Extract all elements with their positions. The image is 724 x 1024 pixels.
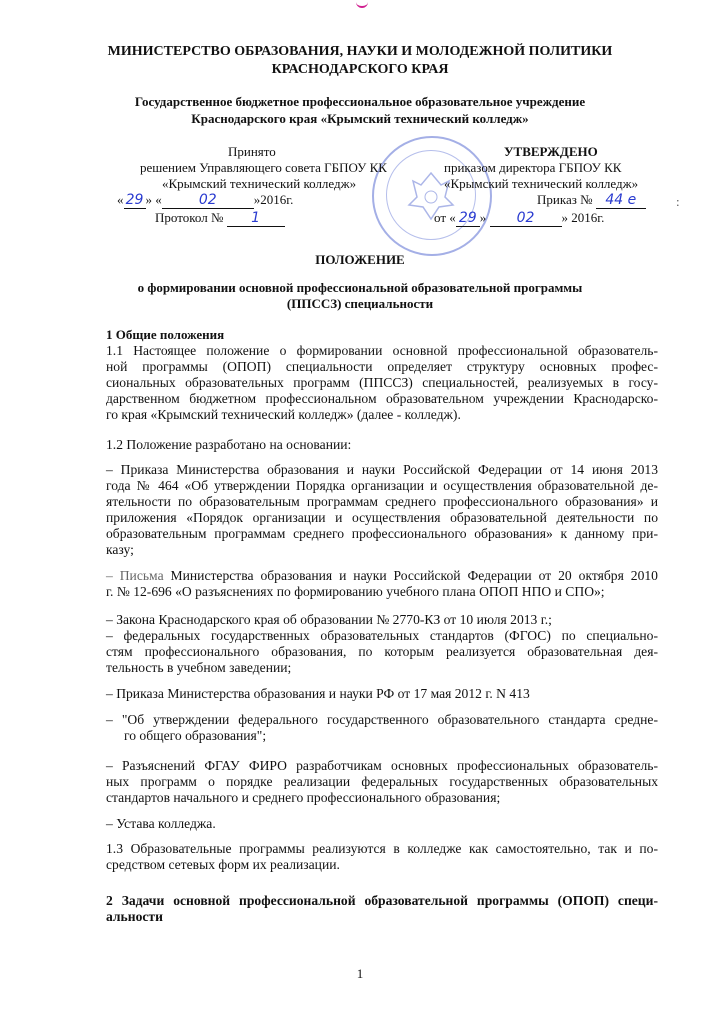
right-date-from: от « xyxy=(434,210,456,225)
document-subtitle-line-2: (ППССЗ) специальности xyxy=(286,296,434,311)
b7-line-1: – Разъяснений ФГАУ ФИРО разработчикам основных профессиональных образователь- xyxy=(106,758,658,773)
p11-line-2: ной программы (ОПОП) специальности определяет структуру основных профес- xyxy=(106,359,658,374)
protocol-number: 1 xyxy=(227,210,285,227)
b4-line-2: стям профессионального образования, по которым реализуется образовательная дея- xyxy=(106,644,658,659)
document-title: ПОЛОЖЕНИЕ xyxy=(315,252,405,267)
pink-mark-decoration xyxy=(356,0,368,8)
b1-line-1: – Приказа Министерства образования и науки Российской Федерации от 14 июня 2013 xyxy=(106,462,658,477)
p11-line-3: сиональных образовательных программ (ППССЗ) специальностей, реализуемых в госу- xyxy=(106,375,658,390)
protocol-label: Протокол № xyxy=(155,210,224,225)
b1-line-6: казу; xyxy=(106,542,134,557)
quote-open: « xyxy=(117,192,124,207)
bullet-order-413 xyxy=(106,686,658,702)
quote-mid: » « xyxy=(145,192,162,207)
order-number: 44 е xyxy=(596,192,646,209)
b7-line-2: ных программ о порядке реализации федеральных государственных образовательных xyxy=(106,774,658,789)
org-line-2: Краснодарского края «Крымский технический колледж» xyxy=(191,111,529,126)
b1-line-2: года № 464 «Об утверждении Порядка организации и осуществления образовательной де- xyxy=(106,478,658,493)
b1-line-5: образовательным программам среднего профессионального образования» к данному при- xyxy=(106,526,658,541)
bullet-letter-12-696 xyxy=(106,568,658,600)
p11-line-1: 1.1 Настоящее положение о формировании основной профессиональной образователь- xyxy=(106,343,658,358)
approved-right-order xyxy=(537,192,646,209)
approved-right-line-1: приказом директора ГБПОУ КК xyxy=(444,160,622,175)
bullet-charter xyxy=(106,816,658,832)
section-1-heading: 1 Общие положения xyxy=(106,327,225,342)
paragraph-1-2 xyxy=(106,437,658,453)
right-date-day: 29 xyxy=(456,210,480,227)
p13-line-2: средством сетевых форм их реализации. xyxy=(106,857,340,872)
official-seal-stamp xyxy=(372,136,492,256)
left-date-day: 29 xyxy=(124,192,146,209)
approved-left-title: Принято xyxy=(228,144,276,159)
org-line-1: Государственное бюджетное профессиональное образовательное учреждение xyxy=(134,94,586,109)
approved-left-line-1: решением Управляющего совета ГБПОУ КК xyxy=(140,160,387,175)
paragraph-1-3 xyxy=(106,841,658,873)
ministry-line-1: МИНИСТЕРСТВО ОБРАЗОВАНИЯ, НАУКИ И МОЛОДЕЖНОЙ ПОЛИТИКИ xyxy=(107,44,613,59)
b4-line-1: – федеральных государственных образовательных стандартов (ФГОС) по специально- xyxy=(106,628,658,643)
p11-line-4: дарственном бюджетном профессиональном образовательном учреждении Краснодарско- xyxy=(106,391,658,406)
p12-line: 1.2 Положение разработано на основании: xyxy=(106,437,352,452)
bullet-standard-approval xyxy=(106,712,658,744)
b8-line: – Устава колледжа. xyxy=(106,816,216,831)
b6-line-1: – "Об утверждении федерального государственного образовательного стандарта средне- xyxy=(106,712,658,727)
right-date-year: » 2016г. xyxy=(561,210,605,225)
b2-line-2: г. № 12-696 «О разъяснениях по формированию учебного плана ОПОП НПО и СПО»; xyxy=(106,584,605,599)
right-date-mid: » xyxy=(479,210,487,225)
section-2-heading xyxy=(106,893,658,925)
b4-line-3: тельность в учебном заведении; xyxy=(106,660,292,675)
p13-line-1: 1.3 Образовательные программы реализуются в колледже как самостоятельно, так и по- xyxy=(106,841,658,856)
approved-right-date xyxy=(434,210,604,227)
b3-line: – Закона Краснодарского края об образовании № 2770-КЗ от 10 июля 2013 г.; xyxy=(106,612,552,627)
p11-line-5: го края «Крымский технический колледж» (далее - колледж). xyxy=(106,407,461,422)
bullet-krasnodar-law xyxy=(106,612,658,628)
right-date-month: 02 xyxy=(490,210,562,227)
document-subtitle-line-1: о формировании основной профессиональной образовательной программы xyxy=(137,280,583,295)
bullet-firo xyxy=(106,758,658,806)
b2-prefix: – Письма xyxy=(106,568,164,583)
b1-line-3: ятельности по образовательным программам среднего профессионального образования» и xyxy=(106,494,658,509)
left-date-month: 02 xyxy=(162,192,254,209)
left-date-year: »2016г. xyxy=(253,192,294,207)
approved-left-protocol xyxy=(155,210,285,227)
bullet-order-464 xyxy=(106,462,658,558)
approved-left-line-2: «Крымский технический колледж» xyxy=(162,176,357,191)
approved-left-date xyxy=(117,192,293,209)
b7-line-3: стандартов начального и среднего профессионального образования; xyxy=(106,790,501,805)
page-number: 1 xyxy=(356,966,364,981)
margin-mark: : xyxy=(676,194,680,209)
bullet-fgos xyxy=(106,628,658,676)
approved-right-title: УТВЕРЖДЕНО xyxy=(504,144,598,159)
b2-text: Министерства образования и науки Российской Федерации от 20 октября 2010 xyxy=(163,568,658,583)
s2-heading-line-1: 2 Задачи основной профессиональной образовательной программы (ОПОП) специ- xyxy=(106,893,658,908)
approved-right-line-2: «Крымский технический колледж» xyxy=(444,176,639,191)
order-label: Приказ № xyxy=(537,192,593,207)
b2-line-1 xyxy=(106,568,658,584)
b6-line-2: го общего образования"; xyxy=(124,728,267,743)
paragraph-1-1 xyxy=(106,343,658,423)
b1-line-4: приложения «Порядок организации и осуществления образовательной деятельности по xyxy=(106,510,658,525)
ministry-line-2: КРАСНОДАРСКОГО КРАЯ xyxy=(271,62,449,77)
s2-heading-line-2: альности xyxy=(106,909,163,924)
b5-line: – Приказа Министерства образования и науки РФ от 17 мая 2012 г. N 413 xyxy=(106,686,530,701)
